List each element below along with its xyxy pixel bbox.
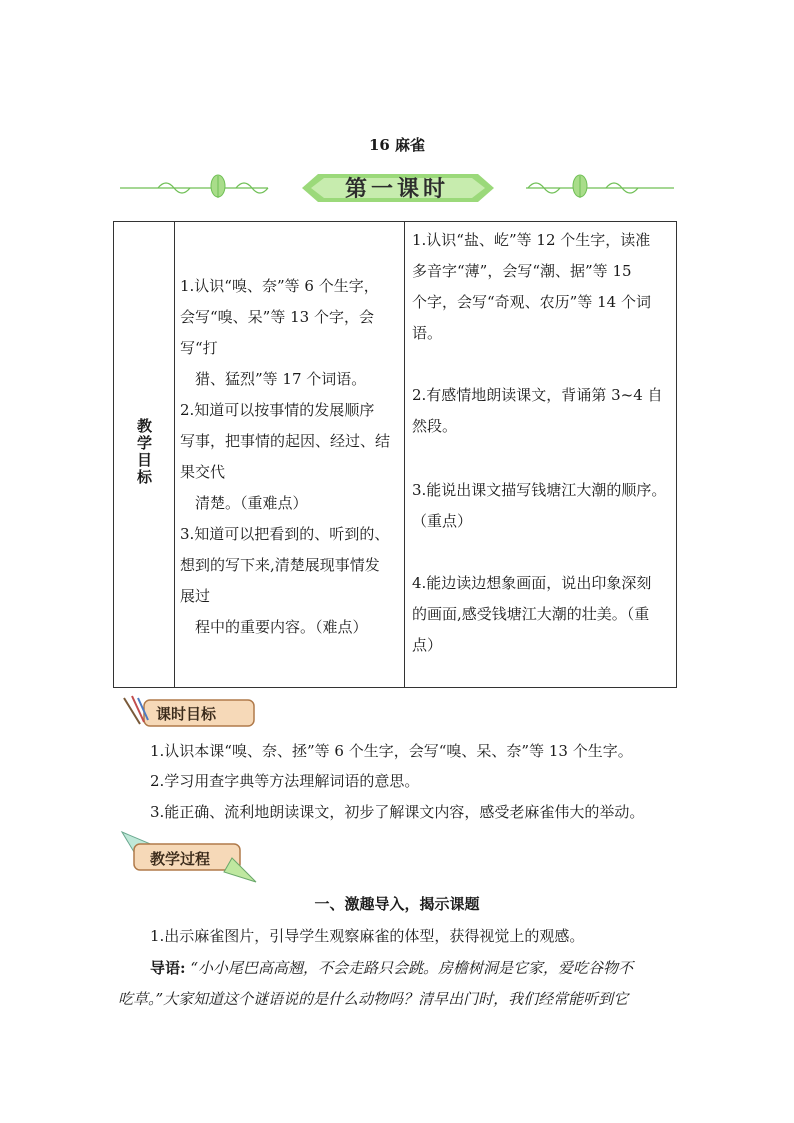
- col-a-line: 2.知道可以按事情的发展顺序: [180, 401, 375, 419]
- col-b-line: 1.认识“盐、屹”等 12 个生字，读准: [412, 231, 651, 249]
- col-b-line: 点）: [412, 636, 443, 654]
- col-b-line: 语。: [412, 324, 443, 342]
- lesson-goal-item: 1.认识本课“嗅、奈、拯”等 6 个生字，会写“嗅、呆、奈”等 13 个生字。: [150, 742, 633, 760]
- col-a-line: 展过: [180, 587, 211, 605]
- objectives-table: [113, 221, 677, 688]
- col-a-line: 想到的写下来,清楚展现事情发: [180, 556, 380, 574]
- intro-line-1: “小小尾巴高高翘，不会走路只会跳。房檐树洞是它家，爱吃谷物不: [190, 959, 633, 977]
- col-a-line: 写事，把事情的起因、经过、结: [180, 432, 391, 450]
- lesson-goal-item: 3.能正确、流利地朗读课文，初步了解课文内容，感受老麻雀伟大的举动。: [150, 803, 645, 821]
- col-a-line: 3.知道可以把看到的、听到的、: [180, 525, 390, 543]
- intro-label: 导语:: [150, 959, 186, 977]
- section-title: 一、激趣导入，揭示课题: [314, 895, 480, 913]
- intro-line-2: 吃草。”大家知道这个谜语说的是什么动物吗？清早出门时，我们经常能听到它: [118, 990, 629, 1008]
- col-a-line: 1.认识“嗅、奈”等 6 个生字，: [180, 277, 379, 295]
- col-b-line: 3.能说出课文描写钱塘江大潮的顺序。: [412, 481, 667, 499]
- col-b-line: 2.有感情地朗读课文，背诵第 3~4 自: [412, 386, 663, 404]
- banner-title: 第一课时: [344, 176, 449, 202]
- lesson-goal-item: 2.学习用查字典等方法理解词语的意思。: [150, 772, 420, 790]
- col-a-line: 会写“嗅、呆”等 13 个字，会: [180, 308, 374, 326]
- col-a-line: 猎、猛烈”等 17 个词语。: [195, 370, 367, 388]
- objectives-label-cell: [114, 222, 175, 687]
- teaching-process-tag: [120, 828, 260, 884]
- page-title: 16 麻雀: [368, 136, 426, 154]
- intro-paragraph: [150, 957, 633, 978]
- objectives-label: 教学目标: [137, 417, 153, 486]
- lesson-goals-tag: [118, 694, 258, 730]
- col-a-line: 清楚。（重难点）: [195, 494, 308, 512]
- col-b-line: 个字，会写“奇观、农历”等 14 个词: [412, 293, 651, 311]
- objectives-column-a: [175, 222, 405, 687]
- lesson-banner: [118, 168, 676, 208]
- col-b-line: 然段。: [412, 417, 458, 435]
- col-b-line: （重点）: [412, 512, 473, 530]
- teaching-process-tag-label: 教学过程: [150, 850, 211, 868]
- col-a-line: 写“打: [180, 339, 218, 357]
- col-b-line: 4.能边读边想象画面，说出印象深刻: [412, 574, 652, 592]
- step-1: 1.出示麻雀图片，引导学生观察麻雀的体型，获得视觉上的观感。: [150, 927, 585, 945]
- col-a-line: 果交代: [180, 463, 226, 481]
- col-a-line: 程中的重要内容。（难点）: [195, 618, 368, 636]
- col-b-line: 多音字“薄”，会写“潮、据”等 15: [412, 262, 632, 280]
- objectives-column-b: [406, 222, 676, 687]
- lesson-goals-tag-label: 课时目标: [156, 705, 217, 723]
- col-b-line: 的画面,感受钱塘江大潮的壮美。（重: [412, 605, 650, 623]
